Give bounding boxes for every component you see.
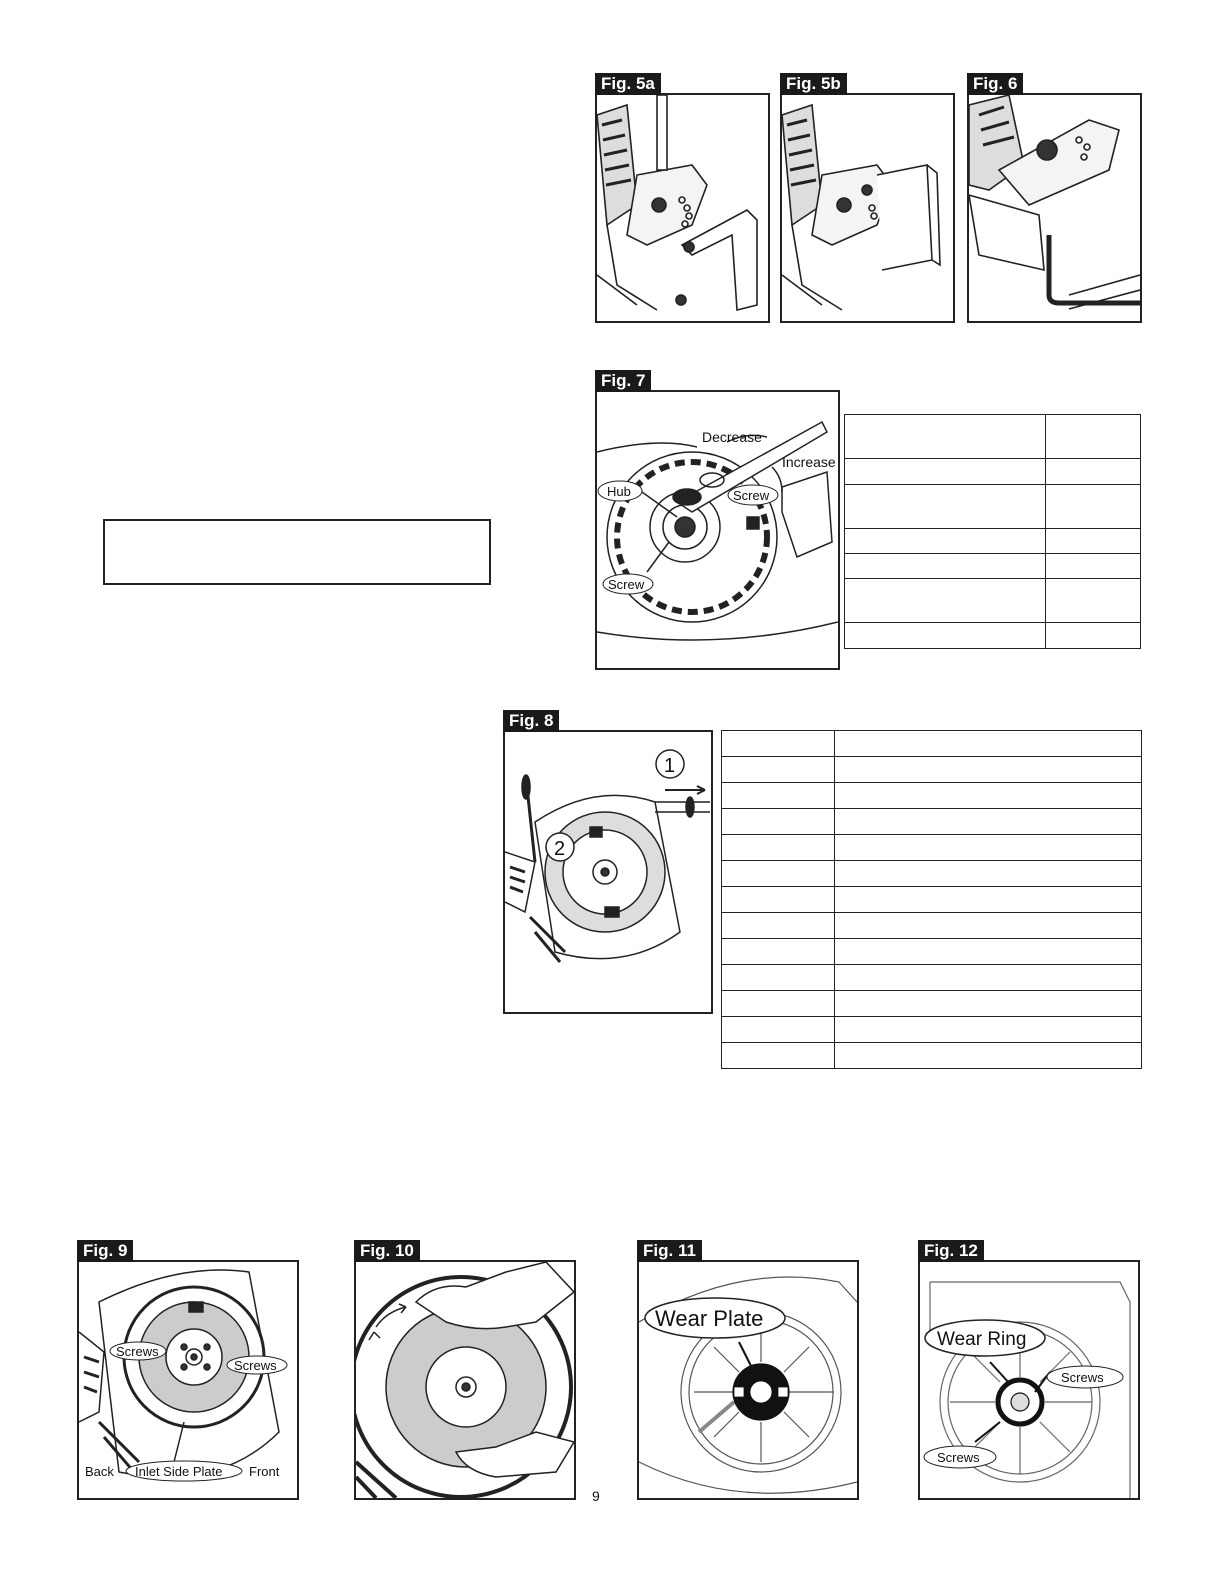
wear-ring-callout: Wear Ring bbox=[937, 1329, 1027, 1350]
table-cell bbox=[722, 783, 835, 809]
screws-callout-right: Screws bbox=[1061, 1370, 1104, 1385]
inlet-side-plate-callout: Inlet Side Plate bbox=[135, 1464, 223, 1479]
table-cell bbox=[845, 459, 1046, 485]
table-cell bbox=[722, 731, 835, 757]
table-cell bbox=[835, 835, 1142, 861]
table-cell bbox=[722, 913, 835, 939]
table-cell bbox=[845, 415, 1046, 459]
table-cell bbox=[845, 529, 1046, 554]
table-cell bbox=[722, 965, 835, 991]
figure-6-drawing bbox=[969, 95, 1140, 321]
screws-callout-left: Screws bbox=[937, 1450, 980, 1465]
table-cell bbox=[1046, 459, 1141, 485]
figure-8 bbox=[503, 710, 713, 1015]
front-label: Front bbox=[249, 1464, 280, 1479]
step-1-callout: 1 bbox=[664, 755, 676, 777]
figure-8-illustration bbox=[503, 730, 713, 1014]
screw-callout-left: Screw bbox=[608, 577, 645, 592]
figure-9-illustration bbox=[77, 1260, 299, 1500]
figure-12-drawing bbox=[920, 1262, 1138, 1498]
figure-11-label: Fig. 11 bbox=[637, 1240, 702, 1262]
step-2-callout: 2 bbox=[554, 838, 566, 860]
table-cell bbox=[835, 783, 1142, 809]
figure-11-illustration bbox=[637, 1260, 859, 1500]
table-cell bbox=[722, 1043, 835, 1069]
figure-11-drawing bbox=[639, 1262, 857, 1498]
figure-11 bbox=[637, 1240, 859, 1500]
note-box bbox=[103, 519, 491, 585]
figure-10-drawing bbox=[356, 1262, 574, 1498]
figure-7 bbox=[595, 370, 840, 670]
figure-9-label: Fig. 9 bbox=[77, 1240, 133, 1262]
decrease-callout: Decrease bbox=[702, 429, 762, 445]
table-cell bbox=[845, 623, 1046, 649]
adjustment-table bbox=[844, 414, 1141, 649]
table-cell bbox=[835, 1017, 1142, 1043]
table-cell bbox=[722, 861, 835, 887]
table-cell bbox=[722, 809, 835, 835]
figure-5b bbox=[780, 73, 955, 323]
figure-12-illustration bbox=[918, 1260, 1140, 1500]
table-cell bbox=[835, 939, 1142, 965]
figure-12 bbox=[918, 1240, 1140, 1500]
figure-5b-label: Fig. 5b bbox=[780, 73, 847, 95]
hub-callout: Hub bbox=[607, 484, 631, 499]
figure-5a-drawing bbox=[597, 95, 768, 321]
screws-callout-right: Screws bbox=[234, 1358, 277, 1373]
table-cell bbox=[722, 991, 835, 1017]
table-cell bbox=[1046, 579, 1141, 623]
table-cell bbox=[1046, 554, 1141, 579]
table-cell bbox=[835, 861, 1142, 887]
figure-5a-illustration bbox=[595, 93, 770, 323]
figure-8-label: Fig. 8 bbox=[503, 710, 559, 732]
wear-plate-callout: Wear Plate bbox=[655, 1306, 764, 1331]
figure-5b-drawing bbox=[782, 95, 953, 321]
back-label: Back bbox=[85, 1464, 114, 1479]
figure-6 bbox=[967, 73, 1142, 323]
table-cell bbox=[835, 757, 1142, 783]
figure-12-label: Fig. 12 bbox=[918, 1240, 984, 1262]
figure-10 bbox=[354, 1240, 576, 1500]
figure-10-illustration bbox=[354, 1260, 576, 1500]
increase-callout: Increase bbox=[782, 454, 836, 470]
table-cell bbox=[722, 1017, 835, 1043]
table-cell bbox=[1046, 623, 1141, 649]
screw-callout-right: Screw bbox=[733, 488, 770, 503]
figure-5a bbox=[595, 73, 770, 323]
table-cell bbox=[722, 835, 835, 861]
table-cell bbox=[722, 757, 835, 783]
table-cell bbox=[835, 965, 1142, 991]
table-cell bbox=[835, 991, 1142, 1017]
table-cell bbox=[835, 809, 1142, 835]
table-cell bbox=[722, 887, 835, 913]
page-number: 9 bbox=[592, 1488, 600, 1504]
table-cell bbox=[835, 913, 1142, 939]
figure-7-drawing bbox=[597, 392, 838, 668]
table-cell bbox=[835, 887, 1142, 913]
table-cell bbox=[1046, 415, 1141, 459]
table-cell bbox=[835, 731, 1142, 757]
figure-6-label: Fig. 6 bbox=[967, 73, 1023, 95]
table-cell bbox=[845, 579, 1046, 623]
figure-8-drawing bbox=[505, 732, 711, 1012]
figure-9-drawing bbox=[79, 1262, 297, 1498]
figure-9 bbox=[77, 1240, 299, 1500]
screws-callout-left: Screws bbox=[116, 1344, 159, 1359]
figure-5b-illustration bbox=[780, 93, 955, 323]
parts-table bbox=[721, 730, 1142, 1069]
table-cell bbox=[845, 485, 1046, 529]
table-cell bbox=[722, 939, 835, 965]
table-cell bbox=[1046, 485, 1141, 529]
table-cell bbox=[845, 554, 1046, 579]
figure-10-label: Fig. 10 bbox=[354, 1240, 420, 1262]
table-cell bbox=[835, 1043, 1142, 1069]
figure-7-illustration bbox=[595, 390, 840, 670]
table-cell bbox=[1046, 529, 1141, 554]
figure-6-illustration bbox=[967, 93, 1142, 323]
figure-7-label: Fig. 7 bbox=[595, 370, 651, 392]
figure-5a-label: Fig. 5a bbox=[595, 73, 661, 95]
